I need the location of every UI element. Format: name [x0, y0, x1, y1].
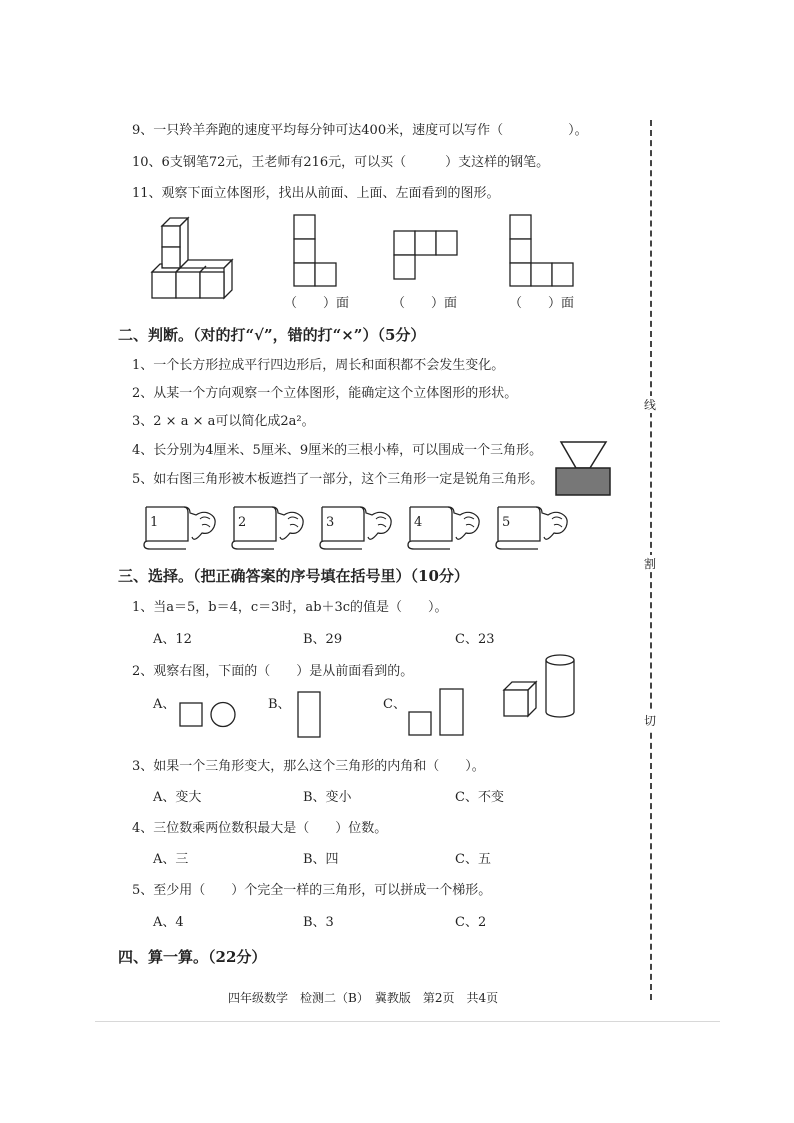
scroll-number: 5	[502, 515, 511, 530]
option-a-figure	[178, 700, 238, 730]
option-c[interactable]: C、2	[455, 915, 487, 930]
option-b[interactable]: B、3	[303, 915, 334, 930]
option-b[interactable]: B、29	[303, 632, 343, 647]
cube-stack-figure	[148, 212, 240, 302]
choice-question-5: 5、至少用（ ）个完全一样的三角形，可以拼成一个梯形。	[132, 883, 492, 898]
option-c[interactable]: C、五	[455, 852, 491, 867]
judge-item-1: 1、一个长方形拉成平行四边形后，周长和面积都不会发生变化。	[132, 358, 505, 373]
option-a[interactable]: A、变大	[153, 790, 202, 805]
choice-question-4: 4、三位数乘两位数积最大是（ ）位数。	[132, 821, 388, 836]
cut-line-char: 割	[643, 557, 656, 571]
option-a[interactable]: A、	[153, 697, 176, 712]
choice-question-3: 3、如果一个三角形变大，那么这个三角形的内角和（ ）。	[132, 759, 485, 774]
judge-item-2: 2、从某一个方向观察一个立体图形，能确定这个立体图形的形状。	[132, 386, 518, 401]
page-footer: 四年级数学 检测二（B） 冀教版 第2页 共4页	[228, 991, 499, 1005]
view-answer-blank[interactable]: （ ）面	[392, 296, 458, 311]
question-10: 10、6支钢笔72元，王老师有216元，可以买（ ）支这样的钢笔。	[132, 155, 550, 170]
option-b[interactable]: B、四	[303, 852, 339, 867]
judge-item-4: 4、长分别为4厘米、5厘米、9厘米的三根小棒，可以围成一个三角形。	[132, 443, 543, 458]
option-a[interactable]: A、4	[153, 915, 184, 930]
answer-scroll-row	[140, 503, 580, 553]
choice-question-2: 2、观察右图，下面的（ ）是从前面看到的。	[132, 664, 414, 679]
scroll-number: 3	[326, 515, 335, 530]
question-11: 11、观察下面立体图形，找出从前面、上面、左面看到的图形。	[132, 186, 500, 201]
option-c[interactable]: C、不变	[455, 790, 504, 805]
cut-line-char: 切	[643, 714, 656, 728]
scroll-number: 1	[150, 515, 159, 530]
occluded-triangle-figure	[554, 440, 612, 498]
question-9: 9、一只羚羊奔跑的速度平均每分钟可达400米，速度可以写作（ ）。	[132, 123, 588, 138]
view-figure-3	[509, 214, 575, 288]
option-b[interactable]: B、	[268, 697, 291, 712]
option-a[interactable]: A、三	[153, 852, 189, 867]
page-separator	[95, 1021, 720, 1022]
choice-question-1: 1、当a＝5，b＝4，c＝3时，ab＋3c的值是（ ）。	[132, 600, 448, 615]
judge-item-3: 3、2 × a × a可以简化成2a²。	[132, 414, 315, 429]
cut-line-char: 线	[643, 398, 656, 412]
view-figure-2	[393, 230, 459, 282]
option-c[interactable]: C、23	[455, 632, 495, 647]
option-b[interactable]: B、变小	[303, 790, 352, 805]
scroll-number: 4	[414, 515, 423, 530]
section-heading-judge: 二、判断。（对的打“√”，错的打“×”）（5分）	[118, 326, 426, 344]
cube-cylinder-figure	[500, 650, 580, 720]
scroll-number: 2	[238, 515, 247, 530]
section-heading-calculate: 四、算一算。（22分）	[118, 948, 267, 966]
view-answer-blank[interactable]: （ ）面	[509, 296, 575, 311]
option-a[interactable]: A、12	[153, 632, 192, 647]
view-figure-1	[293, 214, 339, 288]
section-heading-choice: 三、选择。（把正确答案的序号填在括号里）（10分）	[118, 567, 469, 585]
option-c-figure	[407, 686, 467, 738]
option-b-figure	[296, 690, 324, 740]
view-answer-blank[interactable]: （ ）面	[284, 296, 350, 311]
judge-item-5: 5、如右图三角形被木板遮挡了一部分，这个三角形一定是锐角三角形。	[132, 472, 544, 487]
option-c[interactable]: C、	[383, 697, 406, 712]
